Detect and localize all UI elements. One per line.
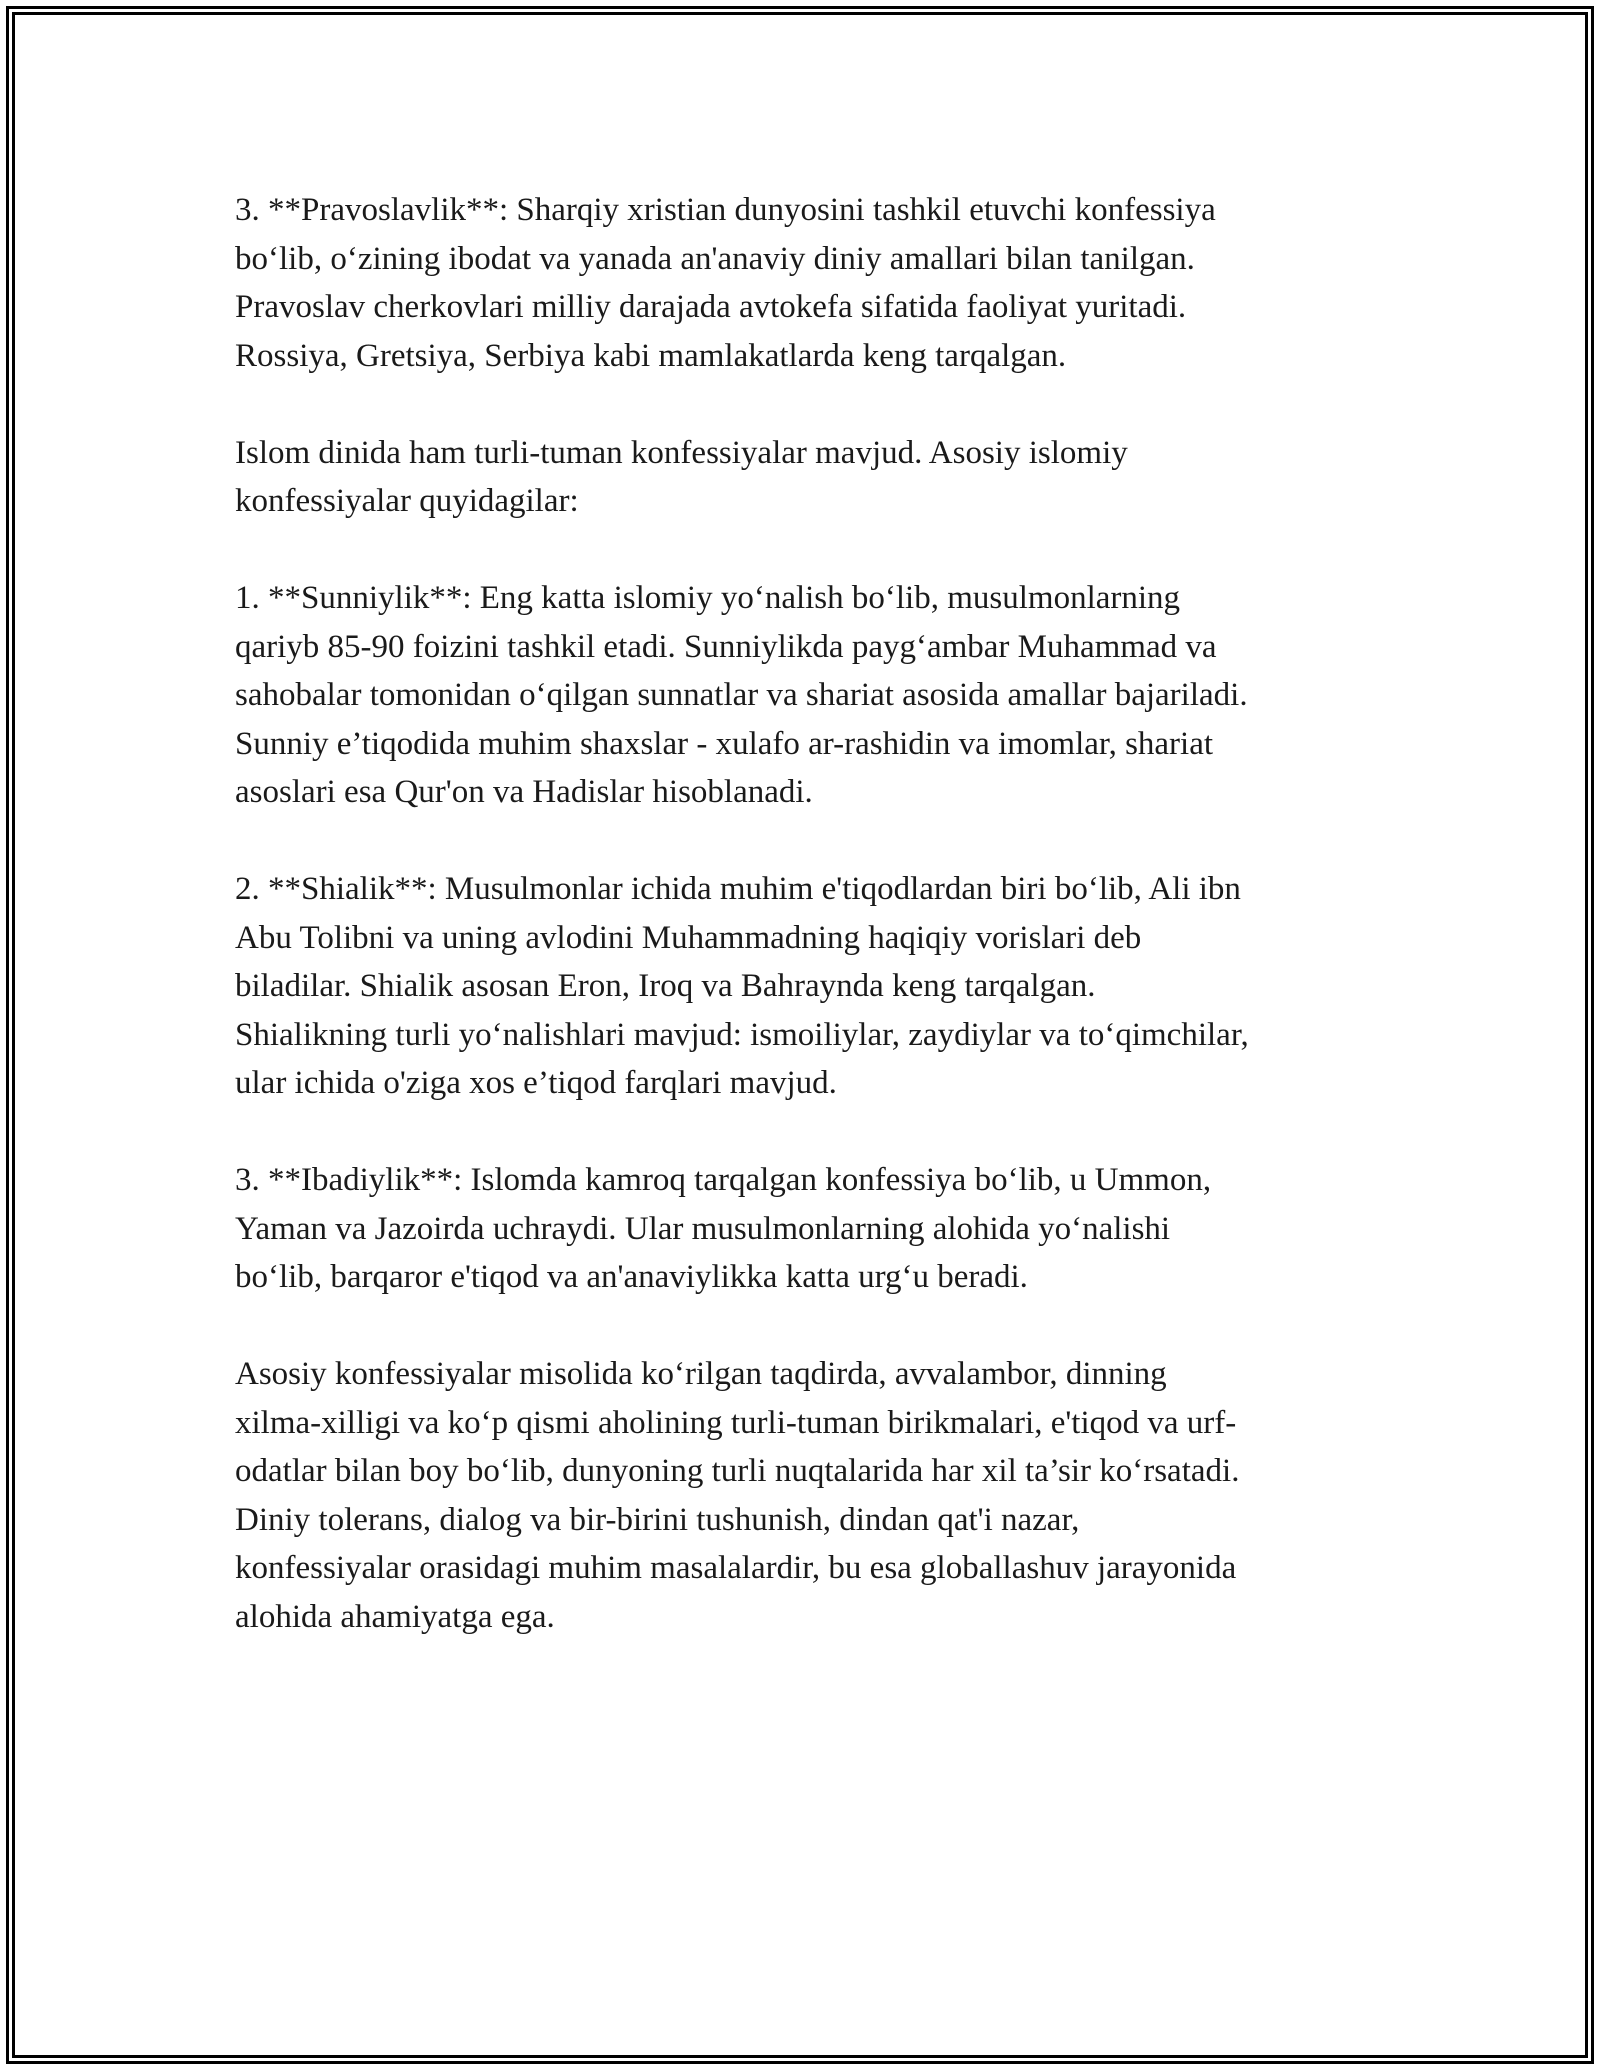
text-line: Abu Tolibni va uning avlodini Muhammadning haqiqiy vorislari deb bbox=[235, 919, 1142, 956]
paragraph-shialik bbox=[235, 865, 1365, 1108]
text-line: 3. **Ibadiylik**: Islomda kamroq tarqalgan konfessiya bo‘lib, u Ummon, bbox=[235, 1162, 1212, 1198]
text-line: 2. **Shialik**: Musulmonlar ichida muhim e'tiqodlardan biri bo‘lib, Ali ibn bbox=[235, 871, 1241, 907]
text-line: konfessiyalar quyidagilar: bbox=[235, 483, 579, 519]
paragraph-spacer bbox=[235, 526, 1365, 575]
text-line: Islom dinida ham turli-tuman konfessiyalar mavjud. Asosiy islomiy bbox=[235, 434, 1128, 471]
text-line: asoslari esa Qur'on va Hadislar hisoblanadi. bbox=[235, 774, 813, 810]
text-line: Pravoslav cherkovlari milliy darajada avtokefa sifatida faoliyat yuritadi. bbox=[235, 289, 1187, 325]
text-line: Shialikning turli yo‘nalishlari mavjud: ismoiliylar, zaydiylar va to‘qimchilar, bbox=[235, 1016, 1249, 1053]
text-line: sahobalar tomonidan o‘qilgan sunnatlar va shariat asosida amallar bajariladi. bbox=[235, 677, 1248, 713]
paragraph-xulosa bbox=[235, 1350, 1365, 1641]
text-line: biladilar. Shialik asosan Eron, Iroq va Bahraynda keng tarqalgan. bbox=[235, 968, 1096, 1004]
document-body bbox=[235, 186, 1365, 1641]
text-line: bo‘lib, o‘zining ibodat va yanada an'anaviy diniy amallari bilan tanilgan. bbox=[235, 240, 1195, 277]
text-line: 3. **Pravoslavlik**: Sharqiy xristian dunyosini tashkil etuvchi konfessiya bbox=[235, 192, 1216, 228]
paragraph-ibadiylik bbox=[235, 1156, 1365, 1302]
text-line: Sunniy e’tiqodida muhim shaxslar - xulafo ar-rashidin va imomlar, shariat bbox=[235, 725, 1214, 762]
text-line: alohida ahamiyatga ega. bbox=[235, 1598, 555, 1635]
text-line: qariyb 85-90 foizini tashkil etadi. Sunniylikda payg‘ambar Muhammad va bbox=[235, 628, 1217, 665]
paragraph-spacer bbox=[235, 1108, 1365, 1157]
text-line: Yaman va Jazoirda uchraydi. Ular musulmonlarning alohida yo‘nalishi bbox=[235, 1210, 1171, 1247]
paragraph-sunniylik bbox=[235, 574, 1365, 817]
paragraph-spacer bbox=[235, 1302, 1365, 1351]
text-line: odatlar bilan boy bo‘lib, dunyoning turli nuqtalarida har xil ta’sir ko‘rsatadi. bbox=[235, 1453, 1240, 1489]
paragraph-islom-intro bbox=[235, 429, 1365, 526]
text-line: Diniy tolerans, dialog va bir-birini tushunish, dindan qat'i nazar, bbox=[235, 1501, 1080, 1538]
paragraph-spacer bbox=[235, 817, 1365, 866]
text-line: 1. **Sunniylik**: Eng katta islomiy yo‘nalish bo‘lib, musulmonlarning bbox=[235, 580, 1181, 616]
text-line: bo‘lib, barqaror e'tiqod va an'anaviylikka katta urg‘u beradi. bbox=[235, 1259, 1028, 1295]
paragraph-pravoslavlik bbox=[235, 186, 1365, 380]
text-line: xilma-xilligi va ko‘p qismi aholining turli-tuman birikmalari, e'tiqod va urf- bbox=[235, 1404, 1237, 1441]
paragraph-spacer bbox=[235, 380, 1365, 429]
text-line: Asosiy konfessiyalar misolida ko‘rilgan taqdirda, avvalambor, dinning bbox=[235, 1356, 1167, 1392]
text-line: ular ichida o'ziga xos e’tiqod farqlari mavjud. bbox=[235, 1065, 837, 1101]
text-line: konfessiyalar orasidagi muhim masalalardir, bu esa globallashuv jarayonida bbox=[235, 1550, 1237, 1586]
text-line: Rossiya, Gretsiya, Serbiya kabi mamlakatlarda keng tarqalgan. bbox=[235, 337, 1067, 374]
